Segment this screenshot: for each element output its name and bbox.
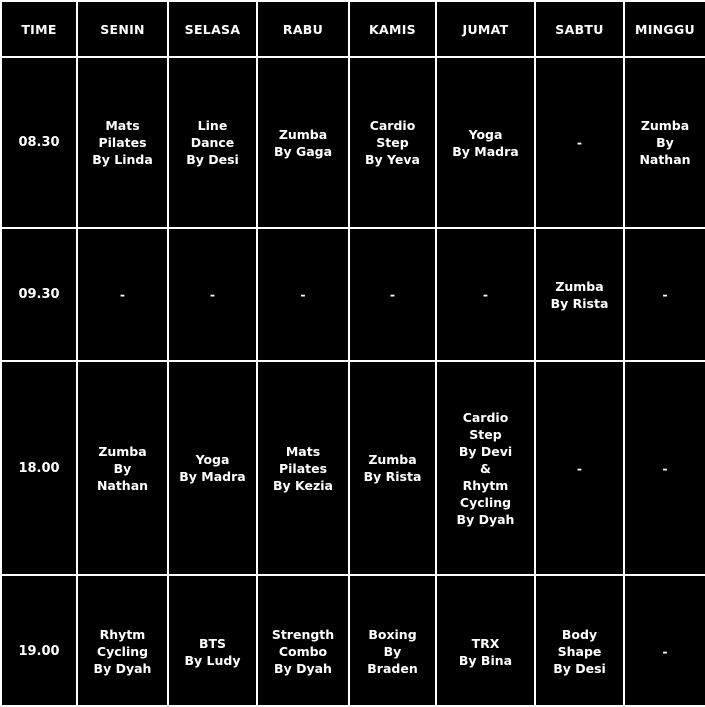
table-row xyxy=(1,361,705,575)
class-cell: - xyxy=(77,228,168,361)
class-cell: Zumba By Nathan xyxy=(624,57,705,228)
class-cell: Zumba By Rista xyxy=(349,361,436,575)
column-header-kamis: KAMIS xyxy=(349,1,436,57)
class-cell: - xyxy=(624,575,705,706)
column-header-senin: SENIN xyxy=(77,1,168,57)
table-row xyxy=(1,57,705,228)
column-header-rabu: RABU xyxy=(257,1,349,57)
class-cell: Mats Pilates By Kezia xyxy=(257,361,349,575)
class-cell: Zumba By Gaga xyxy=(257,57,349,228)
table-row xyxy=(1,575,705,706)
column-header-selasa: SELASA xyxy=(168,1,257,57)
class-cell: - xyxy=(257,228,349,361)
class-cell: Zumba By Nathan xyxy=(77,361,168,575)
class-cell: Rhytm Cycling By Dyah xyxy=(77,575,168,706)
time-cell: 18.00 xyxy=(1,361,77,575)
column-header-jumat: JUMAT xyxy=(436,1,535,57)
class-cell: - xyxy=(624,361,705,575)
table-row xyxy=(1,228,705,361)
class-cell: Strength Combo By Dyah xyxy=(257,575,349,706)
class-cell: - xyxy=(535,57,624,228)
header-row xyxy=(1,1,705,57)
class-cell: - xyxy=(436,228,535,361)
class-cell: Body Shape By Desi xyxy=(535,575,624,706)
class-cell: Zumba By Rista xyxy=(535,228,624,361)
time-cell: 09.30 xyxy=(1,228,77,361)
class-cell: Line Dance By Desi xyxy=(168,57,257,228)
class-cell: BTS By Ludy xyxy=(168,575,257,706)
class-cell: Yoga By Madra xyxy=(436,57,535,228)
class-cell: - xyxy=(349,228,436,361)
class-cell: Cardio Step By Devi & Rhytm Cycling By Dyah xyxy=(436,361,535,575)
time-cell: 19.00 xyxy=(1,575,77,706)
column-header-sabtu: SABTU xyxy=(535,1,624,57)
class-cell: Cardio Step By Yeva xyxy=(349,57,436,228)
class-cell: - xyxy=(624,228,705,361)
class-cell: - xyxy=(168,228,257,361)
class-cell: Boxing By Braden xyxy=(349,575,436,706)
class-cell: Yoga By Madra xyxy=(168,361,257,575)
column-header-time: TIME xyxy=(1,1,77,57)
class-cell: TRX By Bina xyxy=(436,575,535,706)
time-cell: 08.30 xyxy=(1,57,77,228)
column-header-minggu: MINGGU xyxy=(624,1,705,57)
class-cell: Mats Pilates By Linda xyxy=(77,57,168,228)
class-cell: - xyxy=(535,361,624,575)
